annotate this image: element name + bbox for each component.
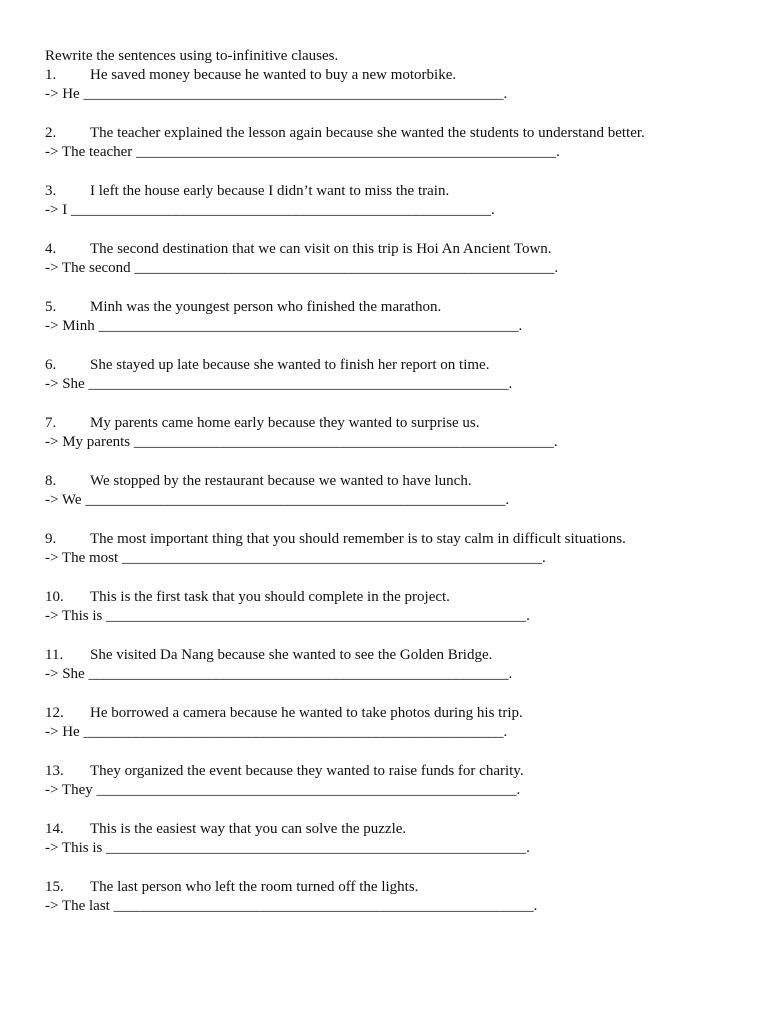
answer-prompt: -> My parents bbox=[45, 434, 131, 450]
question-number: 4. bbox=[45, 241, 57, 257]
question-text: They organized the event because they wanted to raise funds for charity. bbox=[90, 763, 524, 779]
exercise-item bbox=[45, 240, 768, 298]
answer-blank[interactable]: ________________________________________________________ bbox=[106, 840, 527, 856]
answer-prompt: -> She bbox=[45, 376, 85, 392]
answer-blank[interactable]: ________________________________________________________ bbox=[88, 666, 509, 682]
exercise-question bbox=[45, 124, 768, 143]
question-text: My parents came home early because they wanted to surprise us. bbox=[90, 415, 480, 431]
exercise-question bbox=[45, 182, 768, 201]
answer-prompt: -> The teacher bbox=[45, 144, 133, 160]
question-text: Minh was the youngest person who finished the marathon. bbox=[90, 299, 442, 315]
question-text: The teacher explained the lesson again because she wanted the students to understand better. bbox=[90, 125, 645, 141]
answer-prompt: -> The second bbox=[45, 260, 131, 276]
answer-blank[interactable]: ________________________________________________________ bbox=[98, 318, 519, 334]
answer-prompt: -> He bbox=[45, 724, 80, 740]
exercise-question bbox=[45, 356, 768, 375]
exercise-item bbox=[45, 530, 768, 588]
answer-line bbox=[45, 491, 768, 510]
question-number: 5. bbox=[45, 299, 57, 315]
answer-blank[interactable]: ________________________________________________________ bbox=[121, 550, 542, 566]
question-text: She visited Da Nang because she wanted to see the Golden Bridge. bbox=[90, 647, 493, 663]
answer-line bbox=[45, 781, 768, 800]
question-number: 6. bbox=[45, 357, 57, 373]
answer-blank[interactable]: ________________________________________________________ bbox=[96, 782, 517, 798]
answer-prompt: -> Minh bbox=[45, 318, 95, 334]
answer-blank[interactable]: ________________________________________________________ bbox=[70, 202, 491, 218]
exercise-item bbox=[45, 414, 768, 472]
exercise-question bbox=[45, 762, 768, 781]
exercise-item bbox=[45, 124, 768, 182]
answer-line bbox=[45, 433, 768, 452]
answer-period: . bbox=[541, 550, 546, 566]
exercise-question bbox=[45, 878, 768, 897]
question-text: She stayed up late because she wanted to finish her report on time. bbox=[90, 357, 490, 373]
question-number: 3. bbox=[45, 183, 57, 199]
question-text: He saved money because he wanted to buy a new motorbike. bbox=[90, 67, 457, 83]
exercise-question bbox=[45, 820, 768, 839]
answer-blank[interactable]: ________________________________________________________ bbox=[136, 144, 557, 160]
question-text: The last person who left the room turned off the lights. bbox=[90, 879, 419, 895]
answer-prompt: -> She bbox=[45, 666, 85, 682]
exercise-item bbox=[45, 182, 768, 240]
question-text: We stopped by the restaurant because we wanted to have lunch. bbox=[90, 473, 472, 489]
question-number: 7. bbox=[45, 415, 57, 431]
answer-period: . bbox=[556, 144, 560, 160]
question-number: 11. bbox=[45, 647, 64, 663]
answer-prompt: -> This is bbox=[45, 840, 103, 856]
exercise-item bbox=[45, 704, 768, 762]
question-number: 1. bbox=[45, 67, 57, 83]
answer-blank[interactable]: ________________________________________________________ bbox=[88, 376, 509, 392]
answer-blank[interactable]: ________________________________________________________ bbox=[134, 260, 555, 276]
answer-period: . bbox=[554, 260, 559, 276]
answer-line bbox=[45, 143, 768, 162]
exercise-question bbox=[45, 298, 768, 317]
question-text: The second destination that we can visit on this trip is Hoi An Ancient Town. bbox=[90, 241, 552, 257]
answer-blank[interactable]: ________________________________________________________ bbox=[133, 434, 554, 450]
exercise-question bbox=[45, 472, 768, 491]
question-text: I left the house early because I didn’t want to miss the train. bbox=[90, 183, 450, 199]
answer-period: . bbox=[516, 782, 521, 798]
question-number: 2. bbox=[45, 125, 57, 141]
answer-line bbox=[45, 259, 768, 278]
answer-period: . bbox=[490, 202, 495, 218]
question-number: 14. bbox=[45, 821, 64, 837]
answer-line bbox=[45, 85, 768, 104]
answer-prompt: -> They bbox=[45, 782, 93, 798]
answer-prompt: -> I bbox=[45, 202, 68, 218]
question-text: The most important thing that you should remember is to stay calm in difficult situations. bbox=[90, 531, 626, 547]
answer-line bbox=[45, 201, 768, 220]
question-number: 8. bbox=[45, 473, 57, 489]
answer-period: . bbox=[508, 666, 513, 682]
exercise-item bbox=[45, 878, 768, 936]
answer-period: . bbox=[553, 434, 558, 450]
answer-period: . bbox=[505, 492, 510, 508]
question-number: 12. bbox=[45, 705, 64, 721]
answer-prompt: -> This is bbox=[45, 608, 103, 624]
answer-blank[interactable]: ________________________________________________________ bbox=[113, 898, 534, 914]
answer-period: . bbox=[526, 608, 530, 624]
exercise-question bbox=[45, 588, 768, 607]
answer-line bbox=[45, 897, 768, 916]
answer-blank[interactable]: ________________________________________________________ bbox=[106, 608, 527, 624]
answer-period: . bbox=[533, 898, 538, 914]
question-number: 9. bbox=[45, 531, 57, 547]
exercise-item bbox=[45, 66, 768, 124]
question-number: 10. bbox=[45, 589, 64, 605]
exercise-question bbox=[45, 530, 768, 549]
exercise-list bbox=[45, 66, 768, 936]
instruction-text: Rewrite the sentences using to-infinitive clauses. bbox=[45, 48, 339, 64]
answer-prompt: -> We bbox=[45, 492, 82, 508]
answer-period: . bbox=[518, 318, 523, 334]
question-number: 13. bbox=[45, 763, 64, 779]
exercise-item bbox=[45, 820, 768, 878]
answer-line bbox=[45, 375, 768, 394]
answer-prompt: -> The last bbox=[45, 898, 110, 914]
answer-blank[interactable]: ________________________________________________________ bbox=[83, 86, 504, 102]
answer-line bbox=[45, 549, 768, 568]
answer-line bbox=[45, 317, 768, 336]
answer-line bbox=[45, 839, 768, 858]
answer-line bbox=[45, 607, 768, 626]
answer-prompt: -> He bbox=[45, 86, 80, 102]
exercise-item bbox=[45, 762, 768, 820]
question-number: 15. bbox=[45, 879, 64, 895]
exercise-question bbox=[45, 646, 768, 665]
exercise-question bbox=[45, 66, 768, 85]
question-text: This is the easiest way that you can solve the puzzle. bbox=[90, 821, 407, 837]
exercise-question bbox=[45, 414, 768, 433]
answer-blank[interactable]: ________________________________________________________ bbox=[85, 492, 506, 508]
exercise-item bbox=[45, 356, 768, 414]
exercise-item bbox=[45, 646, 768, 704]
question-text: He borrowed a camera because he wanted to take photos during his trip. bbox=[90, 705, 523, 721]
exercise-item bbox=[45, 298, 768, 356]
exercise-item bbox=[45, 472, 768, 530]
answer-period: . bbox=[526, 840, 530, 856]
answer-period: . bbox=[508, 376, 513, 392]
answer-line bbox=[45, 723, 768, 742]
answer-period: . bbox=[503, 724, 508, 740]
exercise-item bbox=[45, 588, 768, 646]
exercise-question bbox=[45, 704, 768, 723]
answer-blank[interactable]: ________________________________________________________ bbox=[83, 724, 504, 740]
exercise-question bbox=[45, 240, 768, 259]
question-text: This is the first task that you should complete in the project. bbox=[90, 589, 450, 605]
answer-line bbox=[45, 665, 768, 684]
answer-prompt: -> The most bbox=[45, 550, 119, 566]
answer-period: . bbox=[503, 86, 508, 102]
